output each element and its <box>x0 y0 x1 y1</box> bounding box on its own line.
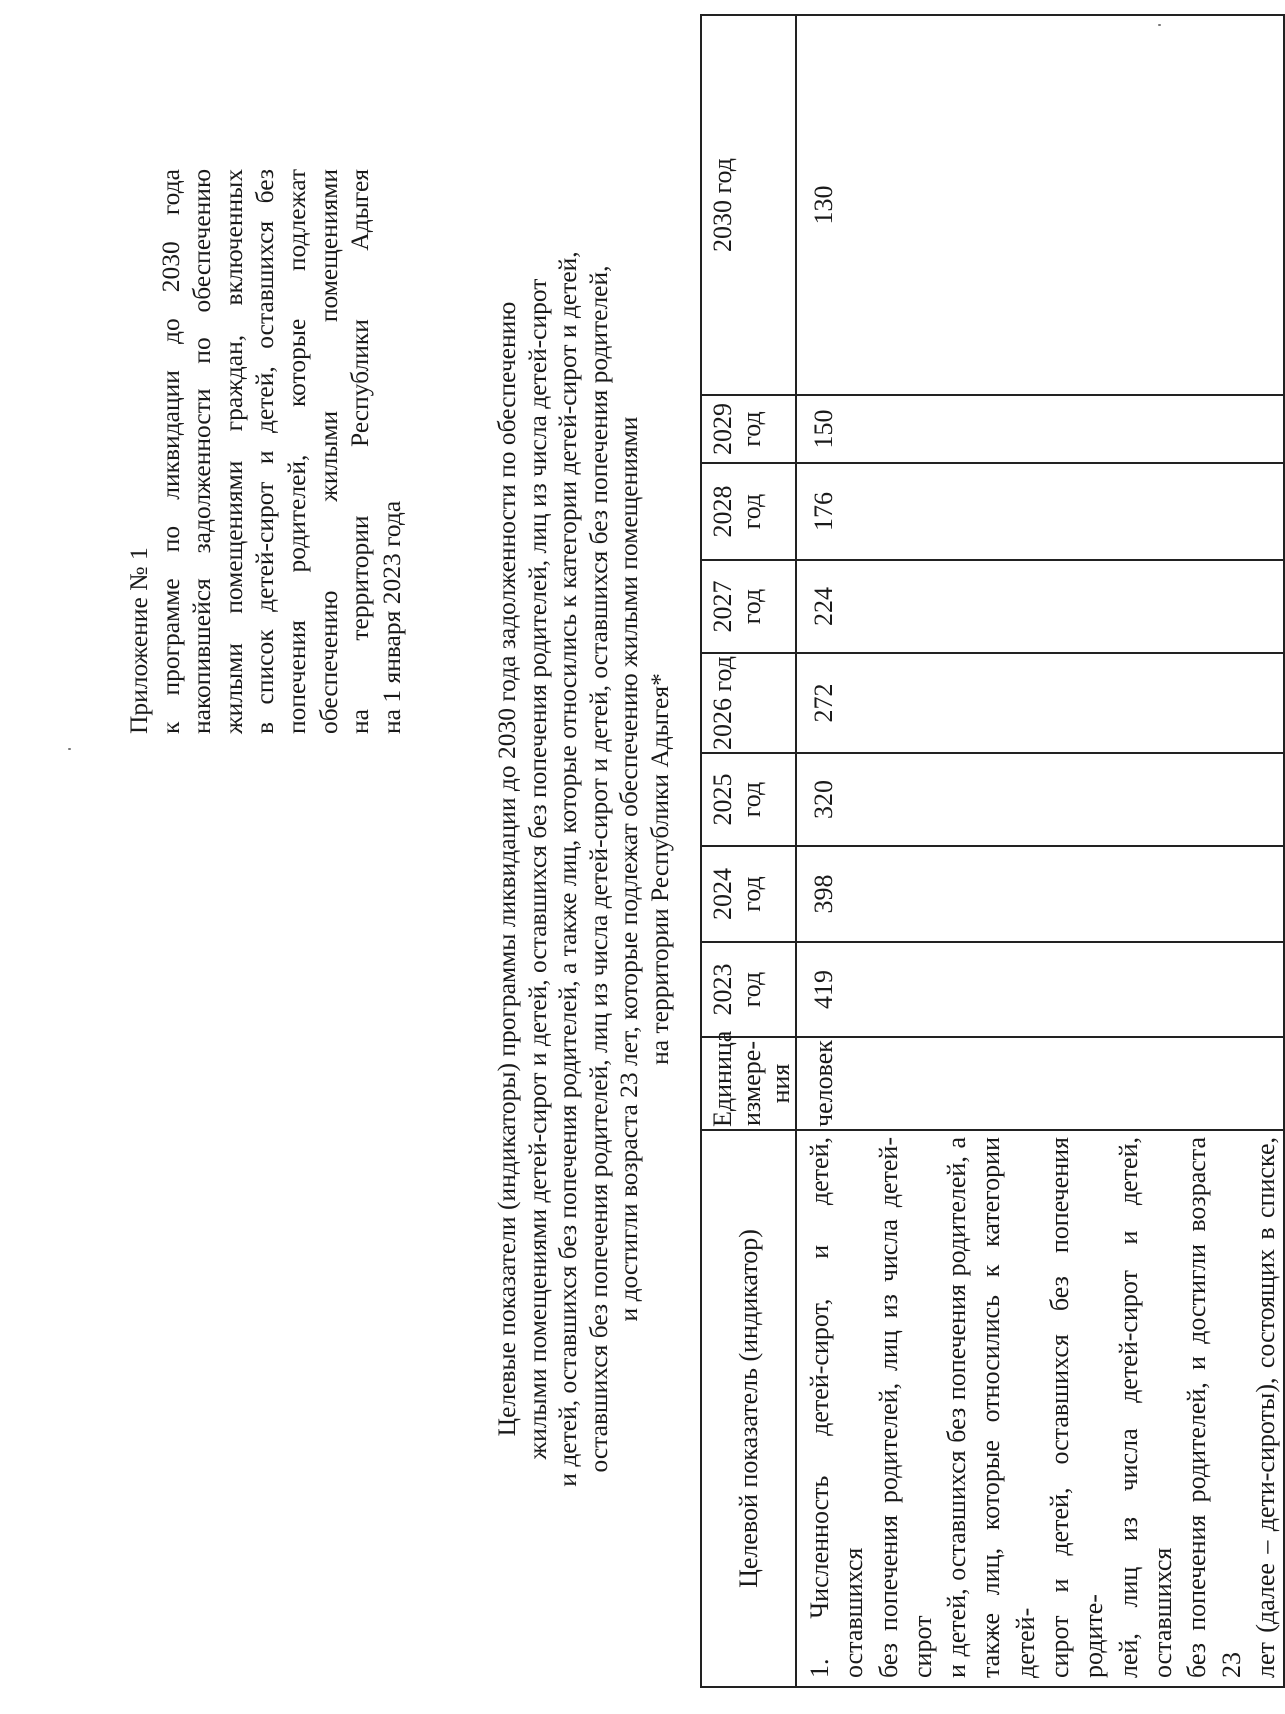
indicator-line: лей, лиц из числа детей-сирот и детей, оставшихся <box>1113 1137 1177 1678</box>
unit-cell: человек <box>796 1037 1284 1130</box>
indicator-column-header: Целевой показатель (индикатор) <box>701 1130 796 1687</box>
year-column-header: 2024 год <box>701 846 796 942</box>
appendix-line: к программе по ликвидации до 2030 года <box>155 169 185 734</box>
appendix-line: жилыми помещениями граждан, включенных <box>218 169 248 734</box>
appendix-line: на 1 января 2023 года <box>376 500 406 734</box>
value-cell: 130 <box>796 15 1284 395</box>
value-cell: 272 <box>796 653 1284 753</box>
indicator-line: и детей, оставшихся без попечения родителей, а <box>942 1137 972 1678</box>
appendix-line: накопившейся задолженности по обеспечению <box>187 169 217 734</box>
table-header-row <box>701 15 796 1687</box>
year-column-header: 2025 год <box>701 753 796 846</box>
table-row <box>796 15 1284 1687</box>
scan-speck <box>68 748 71 750</box>
heading-line: Целевые показатели (индикаторы) программы ликвидации до 2030 года задолженности по обеспечению <box>492 301 521 1437</box>
value-cell: 398 <box>796 846 1284 942</box>
appendix-line: в список детей-сирот и детей, оставшихся без <box>250 169 280 734</box>
unit-column-header: Единица измере-ния <box>701 1037 796 1130</box>
value-cell: 419 <box>796 942 1284 1037</box>
indicator-cell <box>796 1130 1284 1687</box>
heading-line: жилыми помещениями детей-сирот и детей, оставшихся без попечения родителей, лиц из числа детей-сирот <box>522 278 552 1460</box>
year-column-header: 2026 год <box>701 653 796 753</box>
indicator-line: лет (далее – дети-сироты), состоящих в списке, <box>1250 1137 1280 1678</box>
appendix-line: на территории Республики Адыгея <box>345 169 375 734</box>
year-column-header: 2027 год <box>701 560 796 653</box>
heading-line: и детей, оставшихся без попечения родителей, а также лиц, которые относились к категории детей-сирот и детей, <box>553 251 582 1487</box>
value-cell: 320 <box>796 753 1284 846</box>
indicator-line: 1. Численность детей-сирот, и детей, оставшихся <box>805 1137 869 1678</box>
indicators-table <box>700 14 1285 1688</box>
heading-line: оставшихся без попечения родителей, лиц из числа детей-сирот и детей, оставшихся без попечения родителей, <box>583 265 613 1473</box>
year-column-header: 2029 год <box>701 395 796 463</box>
value-cell: 176 <box>796 463 1284 560</box>
appendix-line: попечения родителей, которые подлежат <box>281 169 311 734</box>
heading-line: на территории Республики Адыгея* <box>644 673 674 1065</box>
appendix-title: Приложение № 1 <box>124 547 153 734</box>
table-heading <box>492 154 675 1584</box>
scan-speck <box>1158 24 1161 26</box>
heading-line: и достигли возраста 23 лет, которые подлежат обеспечению жилыми помещениями <box>614 416 643 1322</box>
year-column-header: 2023 год <box>701 942 796 1037</box>
indicator-line: без попечения родителей, лиц из числа детей-сирот <box>873 1137 937 1678</box>
year-column-header: 2028 год <box>701 463 796 560</box>
appendix-line: обеспечению жилыми помещениями <box>313 169 343 734</box>
indicator-line: также лиц, которые относились к категории детей- <box>976 1137 1040 1678</box>
value-cell: 150 <box>796 395 1284 463</box>
indicator-line: без попечения родителей, и достигли возраста 23 <box>1182 1137 1246 1678</box>
indicator-line: сирот и детей, оставшихся без попечения родите- <box>1045 1137 1109 1678</box>
appendix-block <box>123 169 407 734</box>
value-cell: 224 <box>796 560 1284 653</box>
year-column-header: 2030 год <box>701 15 796 395</box>
